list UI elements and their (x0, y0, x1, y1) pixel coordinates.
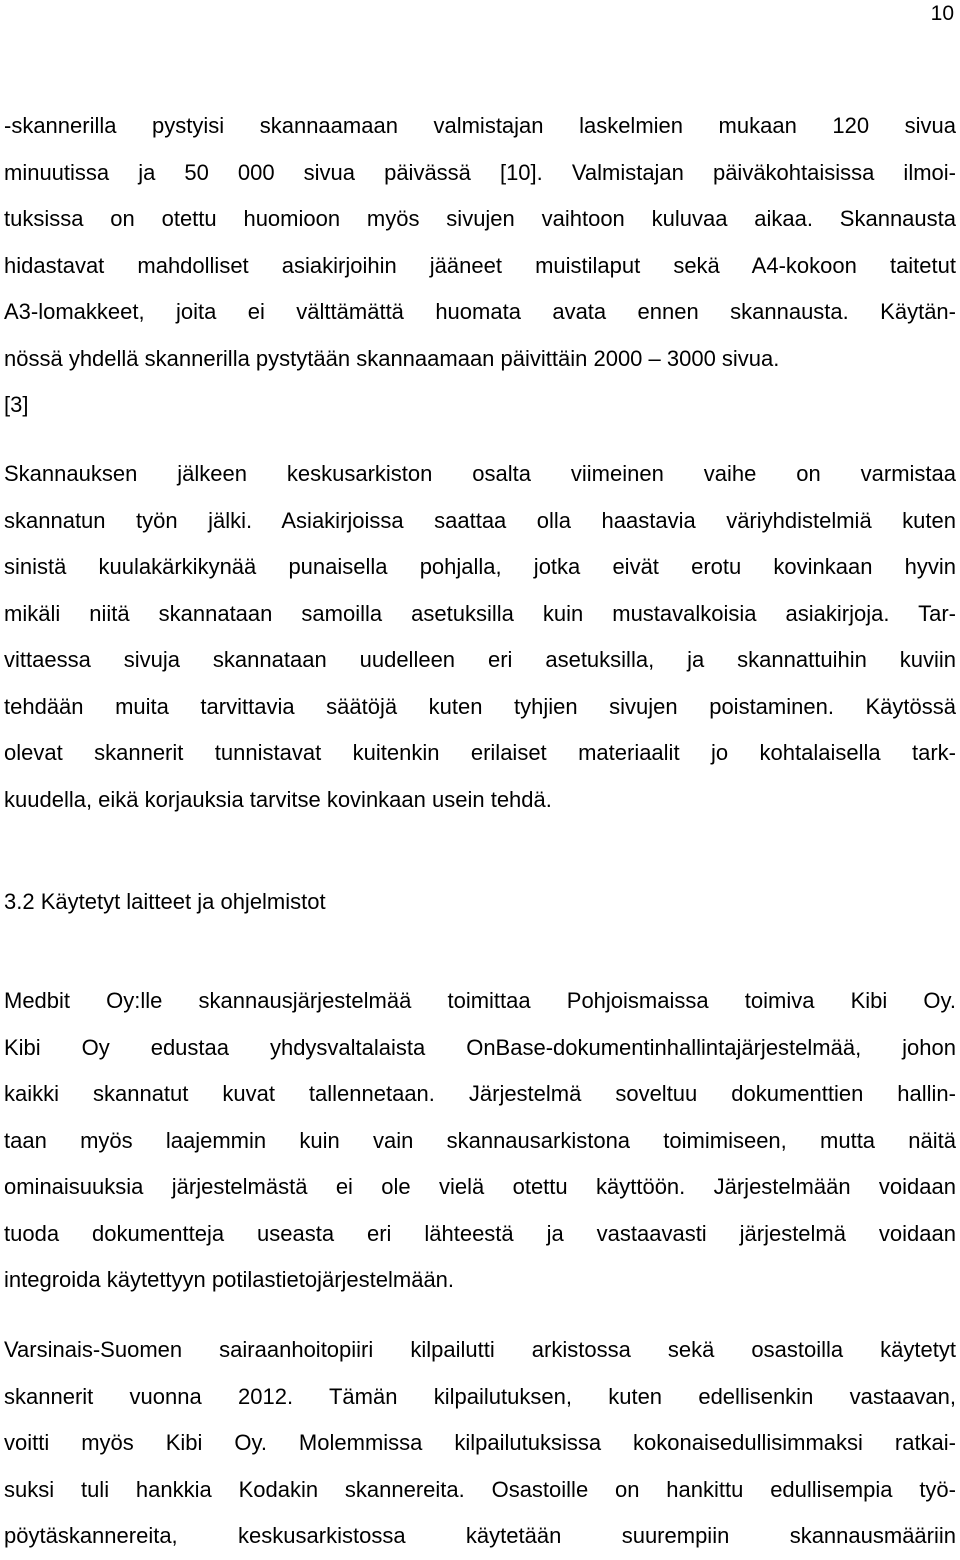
text-line: Varsinais-Suomen sairaanhoitopiiri kilpailutti arkistossa sekä osastoilla käytetyt (4, 1337, 956, 1362)
paragraph-2 (4, 451, 956, 823)
text-line: taan myös laajemmin kuin vain skannausarkistona toimimiseen, mutta näitä (4, 1127, 956, 1153)
text-line: Kibi Oy edustaa yhdysvaltalaista OnBase-dokumentinhallintajärjestelmää, johon (4, 1034, 956, 1060)
text-line: pöytäskannereita, keskusarkistossa käytetään suurempiin skannausmääriin (4, 1523, 956, 1548)
text-line: integroida käytettyyn potilastietojärjestelmään. (4, 1267, 455, 1292)
paragraph-4 (4, 1327, 956, 1560)
text-line: [3] (4, 392, 29, 417)
text-line: kaikki skannatut kuvat tallennetaan. Järjestelmä soveltuu dokumenttien hallin- (4, 1081, 956, 1106)
text-line: Skannauksen jälkeen keskusarkiston osalta viimeinen vaihe on varmistaa (4, 461, 956, 486)
text-line: -skannerilla pystyisi skannaamaan valmistajan laskelmien mukaan 120 sivua (4, 113, 956, 138)
text-line: skannatun työn jälki. Asiakirjoissa saattaa olla haastavia väriyhdistelmiä kuten (4, 507, 956, 533)
text-line: kuudella, eikä korjauksia tarvitse kovinkaan usein tehdä. (4, 786, 552, 812)
section-heading: 3.2 Käytetyt laitteet ja ohjelmistot (4, 889, 326, 914)
text-line: A3-lomakkeet, joita ei välttämättä huomata avata ennen skannausta. Käytän- (4, 299, 956, 324)
page-number: 10 (930, 2, 954, 25)
paragraph-1 (4, 103, 956, 429)
text-line: tuoda dokumentteja useasta eri lähteestä ja vastaavasti järjestelmä voidaan (4, 1220, 956, 1246)
text-line: vittaessa sivuja skannataan uudelleen eri asetuksilla, ja skannattuihin kuviin (4, 647, 956, 672)
text-line: tehdään muita tarvittavia säätöjä kuten tyhjien sivujen poistaminen. Käytössä (4, 693, 956, 719)
text-line: minuutissa ja 50 000 sivua päivässä [10]. Valmistajan päiväkohtaisissa ilmoi- (4, 159, 956, 185)
text-line: sinistä kuulakärkikynää punaisella pohjalla, jotka eivät erotu kovinkaan hyvin (4, 554, 956, 579)
text-line: skannerit vuonna 2012. Tämän kilpailutuksen, kuten edellisenkin vastaavan, (4, 1383, 956, 1409)
text-line: suksi tuli hankkia Kodakin skannereita. Osastoille on hankittu edullisempia työ- (4, 1476, 956, 1502)
text-line: nössä yhdellä skannerilla pystytään skannaamaan päivittäin 2000 – 3000 sivua. (4, 345, 780, 371)
text-line: ominaisuuksia järjestelmästä ei ole vielä otettu käyttöön. Järjestelmään voidaan (4, 1174, 956, 1199)
text-line: mikäli niitä skannataan samoilla asetuksilla kuin mustavalkoisia asiakirjoja. Tar- (4, 600, 956, 626)
text-line: hidastavat mahdolliset asiakirjoihin jääneet muistilaput sekä A4-kokoon taitetut (4, 252, 956, 278)
text-line: olevat skannerit tunnistavat kuitenkin erilaiset materiaalit jo kohtalaisella tark- (4, 740, 956, 765)
paragraph-3 (4, 978, 956, 1304)
text-line: voitti myös Kibi Oy. Molemmissa kilpailutuksissa kokonaisedullisimmaksi ratkai- (4, 1430, 956, 1455)
text-line: Medbit Oy:lle skannausjärjestelmää toimittaa Pohjoismaissa toimiva Kibi Oy. (4, 988, 956, 1013)
text-line: tuksissa on otettu huomioon myös sivujen vaihtoon kuluvaa aikaa. Skannausta (4, 206, 956, 231)
